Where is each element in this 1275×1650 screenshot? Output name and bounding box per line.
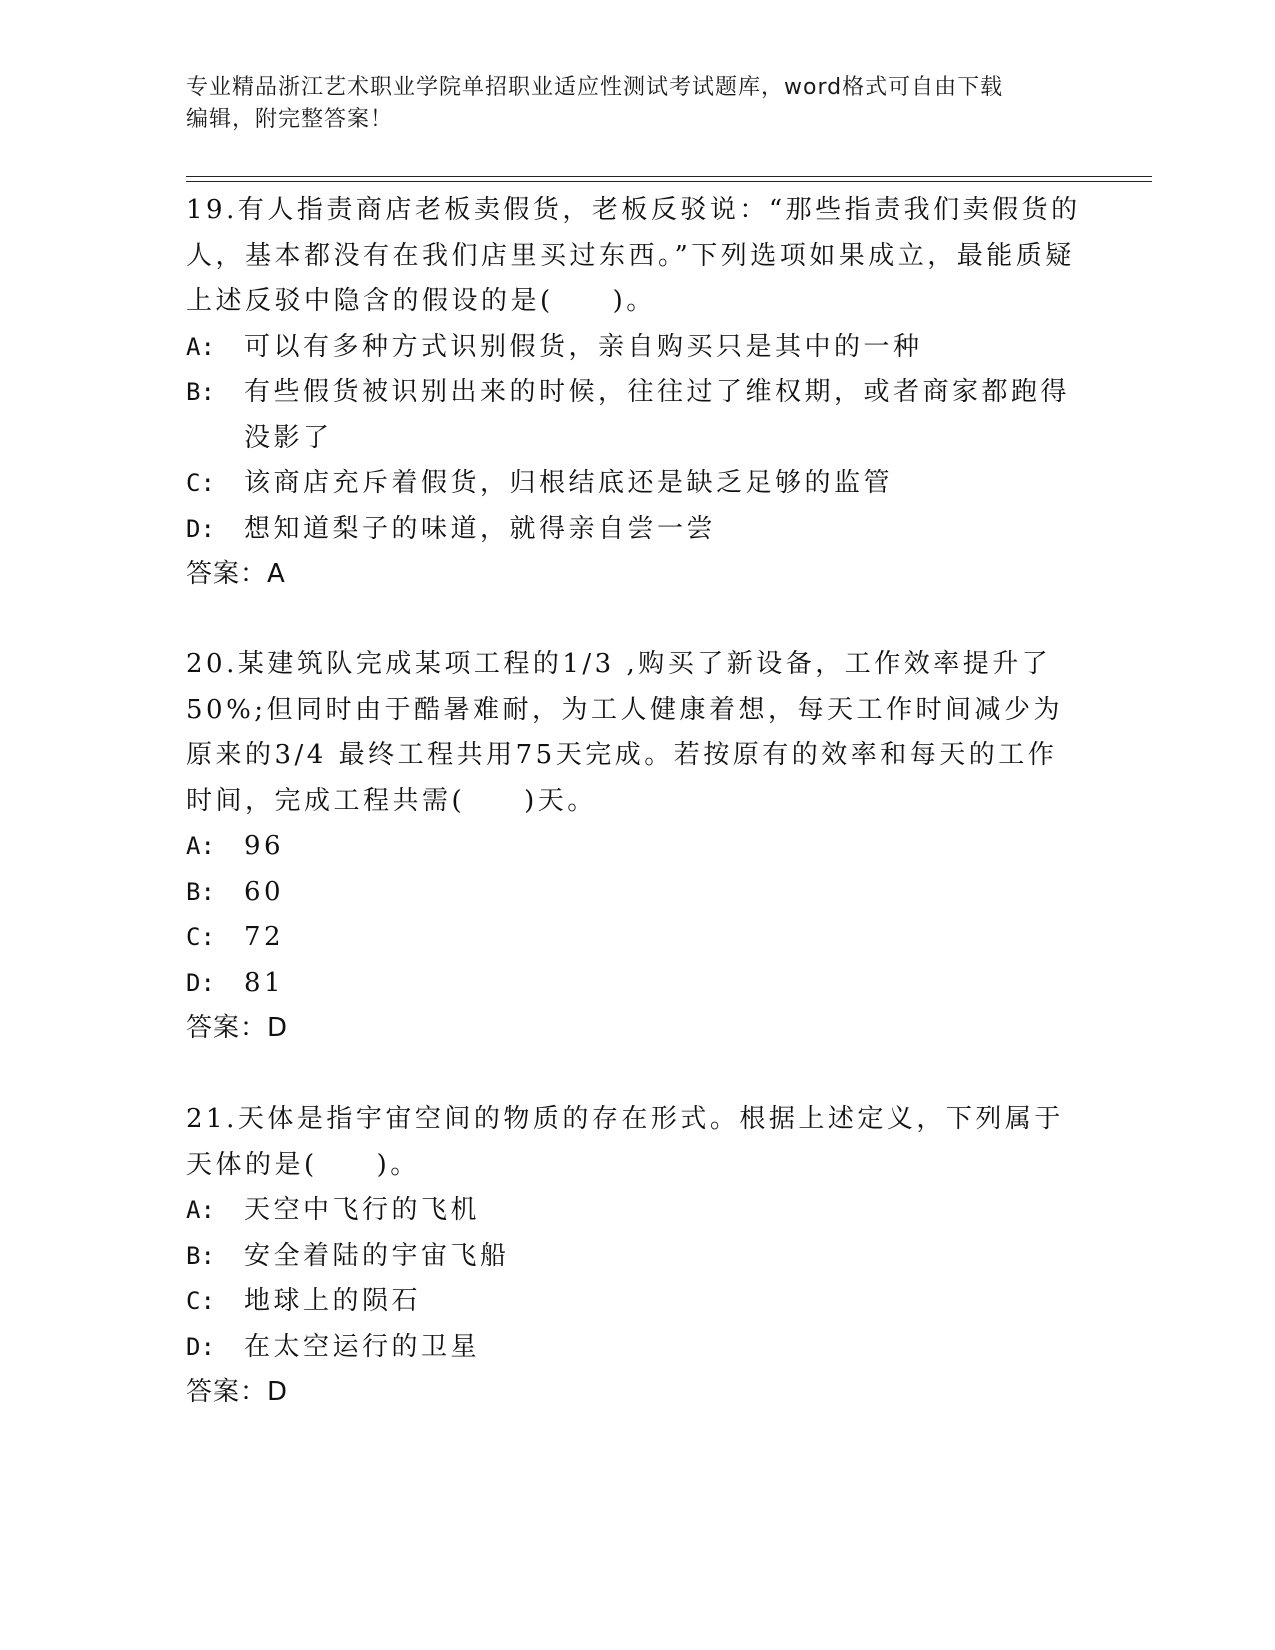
answer-label: 答案：D — [186, 1013, 289, 1043]
question-21 — [186, 1097, 1086, 1416]
question-stem: 19.有人指责商店老板卖假货，老板反驳说：“那些指责我们卖假货的人，基本都没有在我们店里买过东西。”下列选项如果成立，最能质疑上述反驳中隐含的假设的是( )。 — [186, 195, 1081, 316]
option-a — [186, 325, 1086, 371]
header-line-2: 编辑，附完整答案！ — [186, 107, 394, 132]
option-letter: D: — [186, 968, 215, 997]
option-letter: A: — [186, 1196, 215, 1224]
option-text: 81 — [244, 967, 285, 998]
option-list — [186, 325, 1086, 553]
option-a — [186, 824, 1086, 870]
option-letter: C: — [186, 923, 215, 951]
option-text: 可以有多种方式识别假货，亲自购买只是其中的一种 — [244, 331, 923, 362]
option-letter: C: — [186, 1287, 215, 1315]
answer-label: 答案：D — [186, 1377, 289, 1407]
question-19 — [186, 188, 1086, 598]
option-a — [186, 1188, 1086, 1234]
question-20 — [186, 642, 1086, 1052]
option-text: 想知道梨子的味道，就得亲自尝一尝 — [244, 513, 717, 544]
option-c — [186, 915, 1086, 961]
option-letter: C: — [186, 469, 215, 497]
option-letter: B: — [186, 877, 215, 906]
option-text: 72 — [244, 922, 285, 952]
option-letter: A: — [186, 332, 215, 361]
question-stem: 20.某建筑队完成某项工程的1/3 ,购买了新设备，工作效率提升了50%;但同时由于酷暑难耐，为工人健康着想，每天工作时间减少为原来的3/4 最终工程共用75天完成。若按原有的效率和每天的工作时间，完成工程共需( )天。 — [186, 649, 1064, 816]
option-text: 该商店充斥着假货，归根结底还是缺乏足够的监管 — [244, 468, 894, 498]
option-letter: D: — [186, 1332, 215, 1361]
option-c — [186, 1279, 1086, 1325]
option-text: 在太空运行的卫星 — [244, 1331, 481, 1362]
option-b — [186, 1234, 1086, 1280]
option-text: 地球上的陨石 — [244, 1286, 422, 1316]
option-b — [186, 870, 1086, 916]
option-letter: D: — [186, 514, 215, 543]
header-divider-bottom — [186, 181, 1152, 182]
option-d — [186, 1325, 1086, 1371]
option-text: 60 — [244, 876, 285, 907]
option-text: 有些假货被识别出来的时候，往往过了维权期，或者商家都跑得没影了 — [244, 377, 1071, 453]
option-text: 天空中飞行的飞机 — [244, 1195, 481, 1225]
question-stem: 21.天体是指宇宙空间的物质的存在形式。根据上述定义，下列属于天体的是( )。 — [186, 1104, 1064, 1180]
option-text: 安全着陆的宇宙飞船 — [244, 1240, 510, 1271]
option-b — [186, 370, 1086, 461]
option-list — [186, 824, 1086, 1006]
answer-label: 答案：A — [186, 559, 286, 589]
option-c — [186, 461, 1086, 507]
option-list — [186, 1188, 1086, 1370]
option-d — [186, 507, 1086, 553]
option-letter: B: — [186, 1241, 215, 1270]
option-d — [186, 961, 1086, 1007]
option-letter: A: — [186, 832, 215, 860]
option-text: 96 — [244, 831, 285, 861]
header-line-1: 专业精品浙江艺术职业学院单招职业适应性测试考试题库，word格式可自由下载 — [186, 75, 1004, 100]
option-letter: B: — [186, 378, 215, 406]
header-divider-top — [186, 176, 1152, 177]
page-header — [186, 72, 1086, 136]
